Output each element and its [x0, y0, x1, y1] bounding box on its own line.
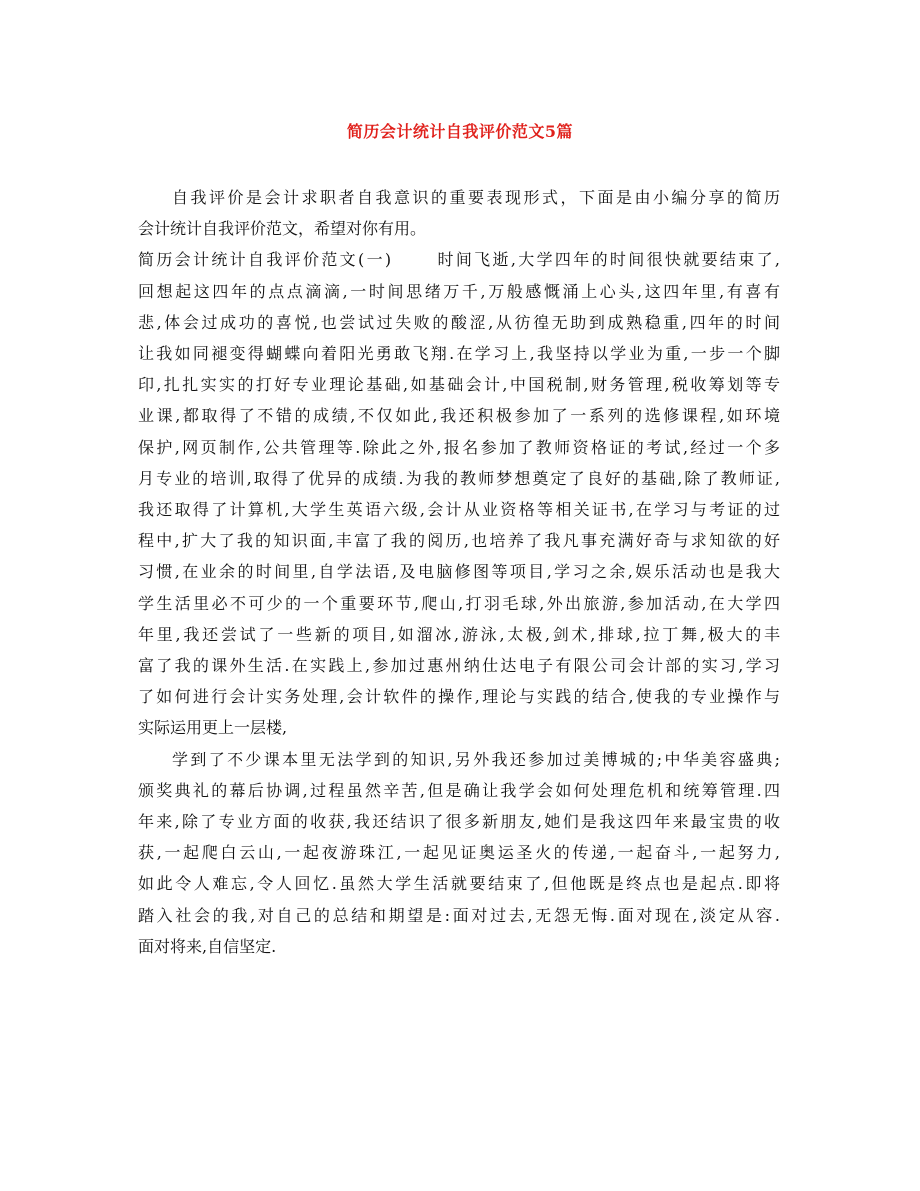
- paragraph-line: 如此令人难忘,令人回忆.虽然大学生活就要结束了,但他既是终点也是起点.即将: [138, 874, 780, 894]
- paragraph-line: 印,扎扎实实的打好专业理论基础,如基础会计,中国税制,财务管理,税收筹划等专: [138, 375, 780, 395]
- section-heading: 简历会计统计自我评价范文(一): [138, 250, 392, 270]
- paragraph-line: 学生活里必不可少的一个重要环节,爬山,打羽毛球,外出旅游,参加活动,在大学四: [138, 593, 780, 613]
- paragraph-line: 业课,都取得了不错的成绩,不仅如此,我还积极参加了一系列的选修课程,如环境: [138, 406, 780, 426]
- paragraph-line: 踏入社会的我,对自己的总结和期望是:面对过去,无怨无悔.面对现在,淡定从容.: [138, 905, 780, 925]
- section-first-line: 时间飞逝,大学四年的时间很快就要结束了,: [435, 250, 780, 270]
- paragraph-line: 了如何进行会计实务处理,会计软件的操作,理论与实践的结合,使我的专业操作与: [138, 687, 780, 707]
- paragraph-line: 回想起这四年的点点滴滴,一时间思绪万千,万般感慨涌上心头,这四年里,有喜有: [138, 281, 780, 301]
- paragraph-line: 程中,扩大了我的知识面,丰富了我的阅历,也培养了我凡事充满好奇与求知欲的好: [138, 531, 780, 551]
- paragraph-line: 悲,体会过成功的喜悦,也尝试过失败的酸涩,从彷徨无助到成熟稳重,四年的时间: [138, 312, 780, 332]
- paragraph-line: 年里,我还尝试了一些新的项目,如溜冰,游泳,太极,剑术,排球,拉丁舞,极大的丰: [138, 624, 780, 644]
- paragraph-line: 保护,网页制作,公共管理等.除此之外,报名参加了教师资格证的考试,经过一个多: [138, 437, 780, 457]
- paragraph-line: 我还取得了计算机,大学生英语六级,会计从业资格等相关证书,在学习与考证的过: [138, 500, 780, 520]
- paragraph-line: 年来,除了专业方面的收获,我还结识了很多新朋友,她们是我这四年来最宝贵的收: [138, 812, 780, 832]
- document-body: [138, 182, 780, 962]
- paragraph-line: 实际运用更上一层楼,: [138, 718, 288, 738]
- paragraph-line: 月专业的培训,取得了优异的成绩.为我的教师梦想奠定了良好的基础,除了教师证,: [138, 468, 780, 488]
- paragraph-line: 颁奖典礼的幕后协调,过程虽然辛苦,但是确让我学会如何处理危机和统筹管理.四: [138, 780, 780, 800]
- paragraph-line: 习惯,在业余的时间里,自学法语,及电脑修图等项目,学习之余,娱乐活动也是我大: [138, 562, 780, 582]
- paragraph-line: 富了我的课外生活.在实践上,参加过惠州纳仕达电子有限公司会计部的实习,学习: [138, 656, 780, 676]
- paragraph-line: 获,一起爬白云山,一起夜游珠江,一起见证奥运圣火的传递,一起奋斗,一起努力,: [138, 843, 780, 863]
- intro-line: 自我评价是会计求职者自我意识的重要表现形式，下面是由小编分享的简历: [172, 188, 780, 207]
- paragraph-line: 学到了不少课本里无法学到的知识,另外我还参加过美博城的;中华美容盛典;: [172, 749, 780, 769]
- section-heading-line: [138, 244, 780, 275]
- intro-line: 会计统计自我评价范文，希望对你有用。: [138, 219, 427, 239]
- paragraph-line: 让我如同褪变得蝴蝶向着阳光勇敢飞翔.在学习上,我坚持以学业为重,一步一个脚: [138, 344, 780, 364]
- document-title: 简历会计统计自我评价范文5篇: [346, 122, 574, 141]
- paragraph-line: 面对将来,自信坚定.: [138, 936, 277, 956]
